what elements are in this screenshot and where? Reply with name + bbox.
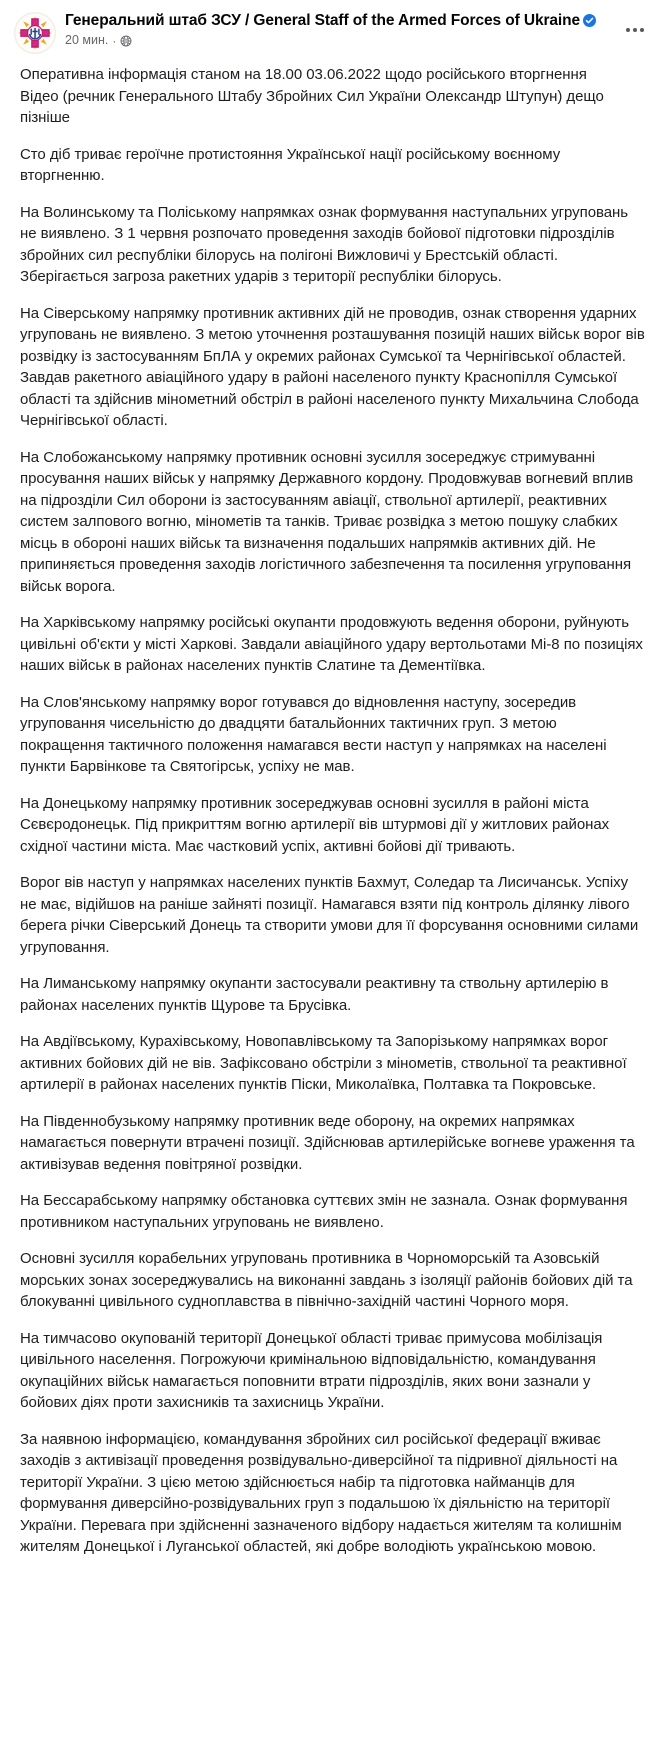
post-paragraph: На Волинському та Поліському напрямках ознак формування наступальних угруповань не виявлено. З 1 червня розпочато проведення заходів бойової підготовки підрозділів збройних сил республіки білорусь на полігоні Вижловичі у Брестській області. Зберігається загроза ракетних ударів з території республіки білорусь. (20, 203, 629, 285)
post-paragraph: Оперативна інформація станом на 18.00 03.06.2022 щодо російського вторгнення (20, 66, 587, 83)
post-paragraph: На Донецькому напрямку противник зосереджував основні зусилля в районі міста Сєвєродонецьк. Під прикриттям вогню артилерії вів штурмові дії у житлових районах східної частини міста. Має частковий успіх, активні бойові дії тривають. (20, 794, 610, 855)
verified-check-icon (583, 14, 596, 27)
post-header (0, 0, 665, 54)
post-paragraph: Сто діб триває героїчне протистояння Української нації російському воєнному вторгненню. (20, 145, 561, 184)
post-author-block (65, 11, 651, 49)
globe-icon[interactable] (120, 35, 132, 47)
post-paragraph: На Лиманському напрямку окупанти застосували реактивну та ствольну артилерію в районах населених пунктів Щурове та Брусівка. (20, 975, 609, 1014)
post-timestamp[interactable]: 20 мин. (65, 33, 109, 47)
post-paragraph: На Слобожанському напрямку противник основні зусилля зосереджує стримуванні просування наших військ у напрямку Державного кордону. Продовжував вогневий вплив на підрозділи Сил оборони із застосуванням авіації, ствольної артилерії, реактивних систем залпового вогню, мінометів та танків. Триває розвідка з метою пошуку слабких місць в обороні наших військ та визначення подальших напрямків активних дій. Не припиняється проведення заходів логістичного забезпечення та посилення угруповання військ ворога. (20, 448, 634, 595)
post-paragraph: Відео (речник Генерального Штабу Збройних Сил України Олександр Штупун) дещо пізніше (20, 87, 604, 126)
post-paragraph: На Південнобузькому напрямку противник веде оборону, на окремих напрямках намагається повернути втрачені позиції. Здійснював артилерійське вогневе ураження та активізував ведення повітряної розвідки. (20, 1112, 635, 1173)
post-paragraph: На Слов'янському напрямку ворог готувався до відновлення наступу, зосередив угруповання чисельністю до двадцяти батальйонних тактичних груп. З метою покращення тактичного положення намагався вести наступ у напрямках на населені пункти Барвінкове та Святогірськ, успіху не мав. (20, 693, 607, 775)
post-paragraph: На тимчасово окупованій території Донецької області триває примусова мобілізація цивільного населення. Погрожуючи кримінальною відповідальністю, командування окупаційних військ намагається поповнити втрати підрозділів, яких вони зазнали у бойових діях проти захисників та захисниць України. (20, 1329, 603, 1411)
ellipsis-dot (633, 28, 637, 32)
ellipsis-dot (640, 28, 644, 32)
post-paragraph: За наявною інформацією, командування збройних сил російської федерації вживає заходів з активізації проведення розвідувально-диверсійної та підривної діяльності на території України. З цією метою здійснюється набір та підготовка найманців для формування диверсійно-розвідувальних груп з подальшою їх діяльністю на території України. Перевага при здійсненні зазначеного відбору надається жителям та колишнім жителям Донецької і Луганської областей, які добре володіють українською мовою. (20, 1430, 622, 1555)
post-paragraph: На Харківському напрямку російські окупанти продовжують ведення оборони, руйнують цивільні об'єкти у місті Харкові. Завдали авіаційного удару вертольотами Мі-8 по позиціях наших військ в районах населених пунктів Слатине та Дементіївка. (20, 614, 643, 674)
post-paragraph: На Бессарабському напрямку обстановка суттєвих змін не зазнала. Ознак формування противником наступальних угруповань не виявлено. (20, 1192, 628, 1231)
ellipsis-dot (626, 28, 630, 32)
general-staff-emblem-icon (14, 12, 56, 54)
ellipsis-horizontal-icon[interactable] (619, 14, 651, 46)
post-meta (65, 32, 605, 49)
post-body (0, 54, 665, 1558)
page-name-line (65, 11, 605, 31)
post-paragraph: На Сіверському напрямку противник активних дій не проводив, ознак створення ударних угруповань не виявлено. З метою уточнення розташування позицій наших військ ворог вів розвідку із застосуванням БпЛА у окремих районах Сумської та Чернігівської областей. Завдав ракетного авіаційного удару в районі населеного пункту Краснопілля Сумської області та здійснив мінометний обстріл в районі населеного пункту Михальчина Слобода Чернігівської області. (20, 304, 645, 429)
post-paragraph: Ворог вів наступ у напрямках населених пунктів Бахмут, Соледар та Лисичанськ. Успіху не має, відійшов на раніше зайняті позиції. Намагався взяти під контроль ділянку лівого берега річки Сіверський Донець та створити умови для її форсування основними силами угруповання. (20, 874, 639, 956)
post-paragraph: Основні зусилля корабельних угруповань противника в Чорноморській та Азовській морських зонах зосереджувались на виконанні завдань з ізоляції районів бойових дій та блокуванні цивільного судноплавства в північно-західній частині Чорного моря. (20, 1250, 633, 1310)
page-name-link[interactable]: Генеральний штаб ЗСУ / General Staff of the Armed Forces of Ukraine (65, 12, 581, 29)
meta-separator: · (112, 33, 117, 48)
post-paragraph: На Авдіївському, Курахівському, Новопавлівському та Запорізькому напрямках ворог активних бойових дій не вів. Зафіксовано обстріли з мінометів, ствольної та реактивної артилерії в районах населених пунктів Піски, Миколаївка, Полтавка та Покровське. (20, 1033, 627, 1093)
avatar[interactable] (14, 12, 56, 54)
